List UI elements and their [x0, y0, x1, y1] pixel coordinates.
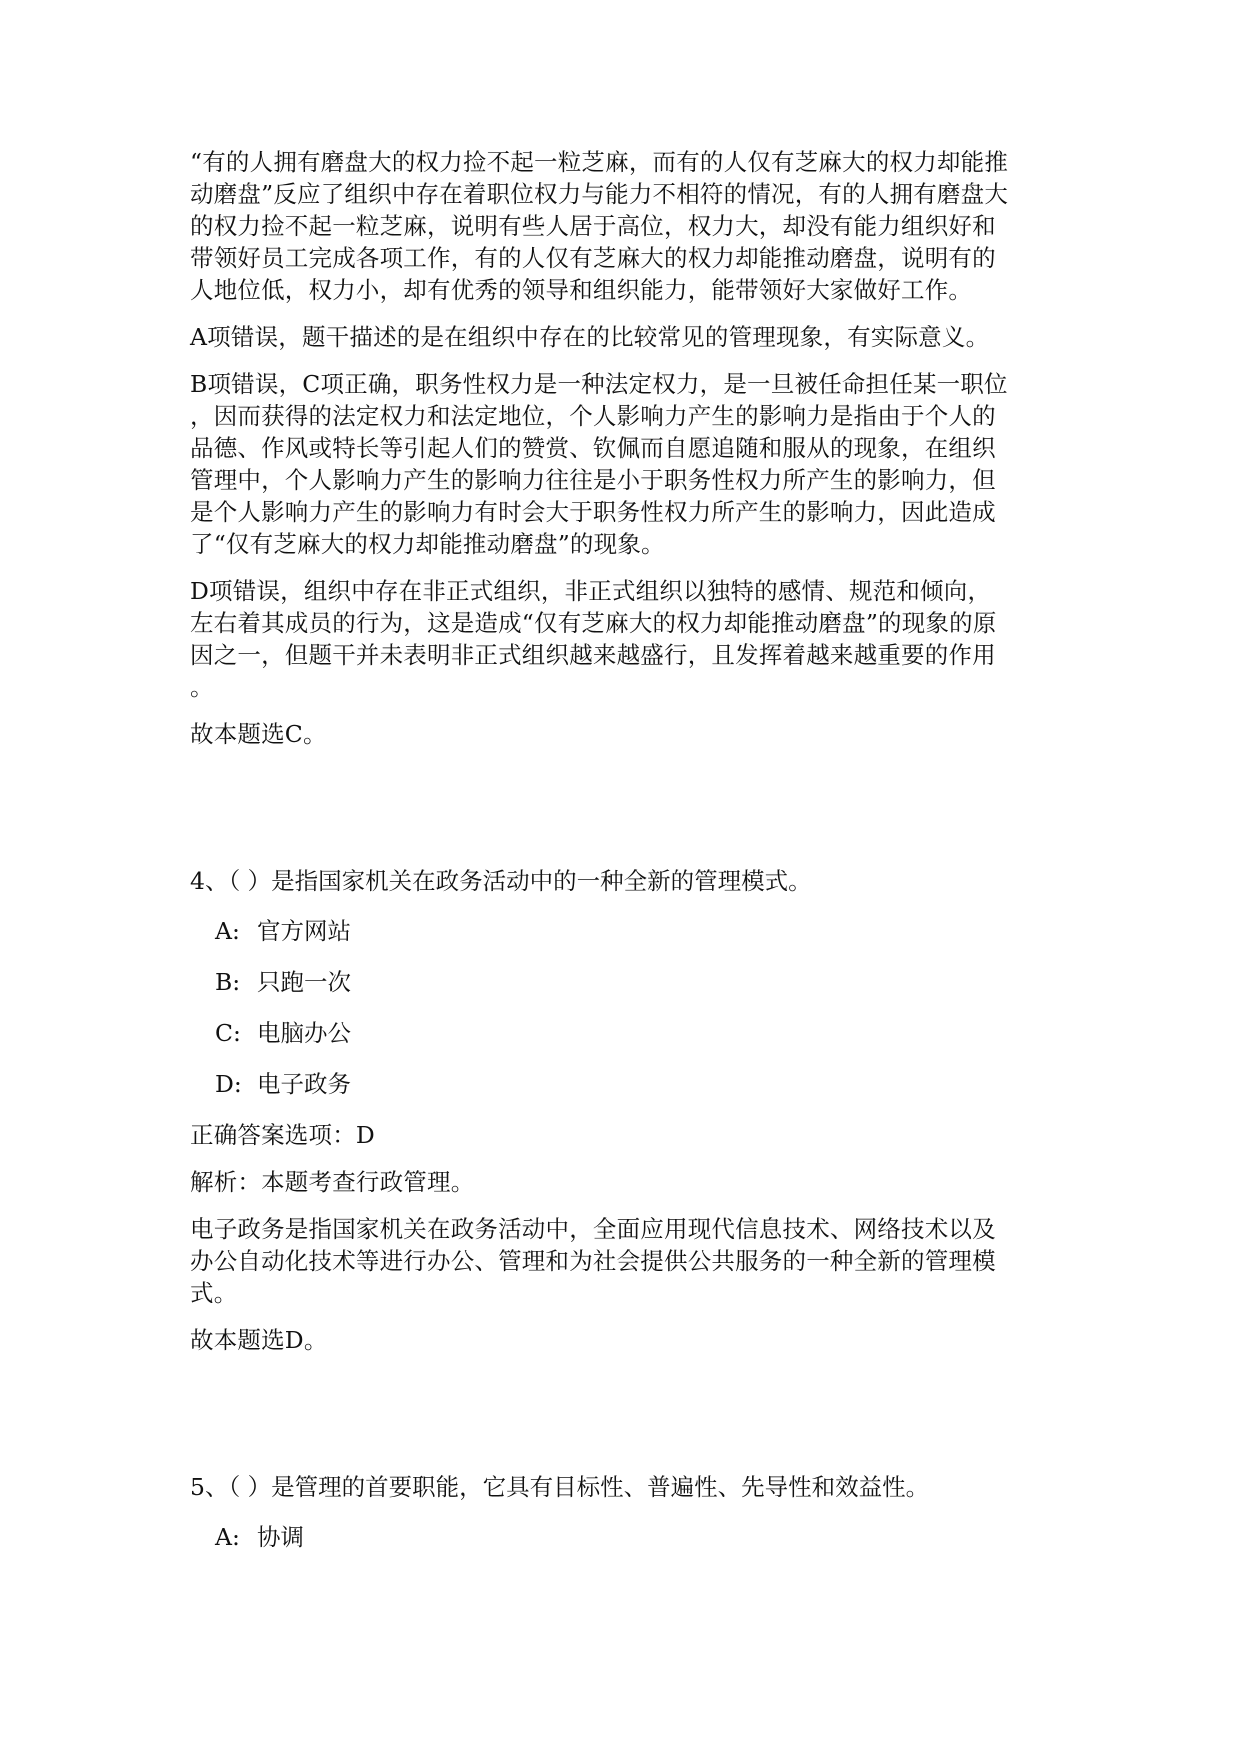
option-d	[215, 1068, 1060, 1100]
option-key: C:	[215, 1019, 241, 1047]
explanation-paragraph: D项错误，组织中存在非正式组织，非正式组织以独特的感情、规范和倾向， 左右着其成员的行为，这是造成“仅有芝麻大的权力却能推动磨盘”的现象的原 因之一，但题干并未表明非正式组织越来越盛行，且发挥着越来越重要的作用 。	[190, 577, 997, 701]
explanation-paragraph: B项错误，C项正确，职务性权力是一种法定权力，是一旦被任命担任某一职位 ，因而获得的法定权力和法定地位，个人影响力产生的影响力是指由于个人的 品德、作风或特长等引起人们的赞赏、钦佩而自愿追随和服从的现象，在组织 管理中，个人影响力产生的影响力往往是小于职务性权力所产生的影响力，但 是个人影响力产生的影响力有时会大于职务性权力所产生的影响力，因此造成 了“仅有芝麻大的权力却能推动磨盘”的现象。	[190, 370, 1008, 558]
section-spacer	[190, 1371, 1060, 1471]
option-text: 电子政务	[257, 1070, 351, 1098]
option-c	[215, 1017, 1060, 1049]
option-key: D:	[215, 1070, 242, 1098]
analysis-body: 电子政务是指国家机关在政务活动中，全面应用现代信息技术、网络技术以及 办公自动化技术等进行办公、管理和为社会提供公共服务的一种全新的管理模 式。	[190, 1215, 996, 1307]
conclusion-text: 故本题选C。	[190, 720, 327, 748]
option-text: 只跑一次	[257, 968, 351, 996]
section-spacer	[190, 765, 1060, 865]
conclusion-text: 故本题选D。	[190, 1326, 328, 1354]
document-page	[190, 146, 1060, 1572]
option-a	[215, 915, 1060, 947]
option-key: A:	[215, 1523, 240, 1551]
option-key: A:	[215, 917, 240, 945]
option-text: 官方网站	[257, 917, 351, 945]
explanation-paragraph: A项错误，题干描述的是在组织中存在的比较常见的管理现象，有实际意义。	[190, 323, 990, 351]
explanation-paragraph: “有的人拥有磨盘大的权力捡不起一粒芝麻，而有的人仅有芝麻大的权力却能推 动磨盘”反应了组织中存在着职位权力与能力不相符的情况，有的人拥有磨盘大 的权力捡不起一粒芝麻，说明有些人居于高位，权力大，却没有能力组织好和 带领好员工完成各项工作，有的人仅有芝麻大的权力却能推动磨盘，说明有的 人地位低，权力小，却有优秀的领导和组织能力，能带领好大家做好工作。	[190, 148, 1009, 304]
analysis-intro: 解析：本题考查行政管理。	[190, 1168, 475, 1196]
answer-line: 正确答案选项：D	[190, 1121, 375, 1149]
option-a	[215, 1521, 1060, 1553]
option-text: 协调	[257, 1523, 304, 1551]
question-stem: 5、（ ）是管理的首要职能，它具有目标性、普遍性、先导性和效益性。	[190, 1473, 930, 1501]
option-b	[215, 966, 1060, 998]
question-stem: 4、（ ）是指国家机关在政务活动中的一种全新的管理模式。	[190, 867, 812, 895]
question-5	[190, 1471, 1060, 1553]
option-text: 电脑办公	[257, 1019, 351, 1047]
question-4	[190, 865, 1060, 1356]
option-key: B:	[215, 968, 241, 996]
